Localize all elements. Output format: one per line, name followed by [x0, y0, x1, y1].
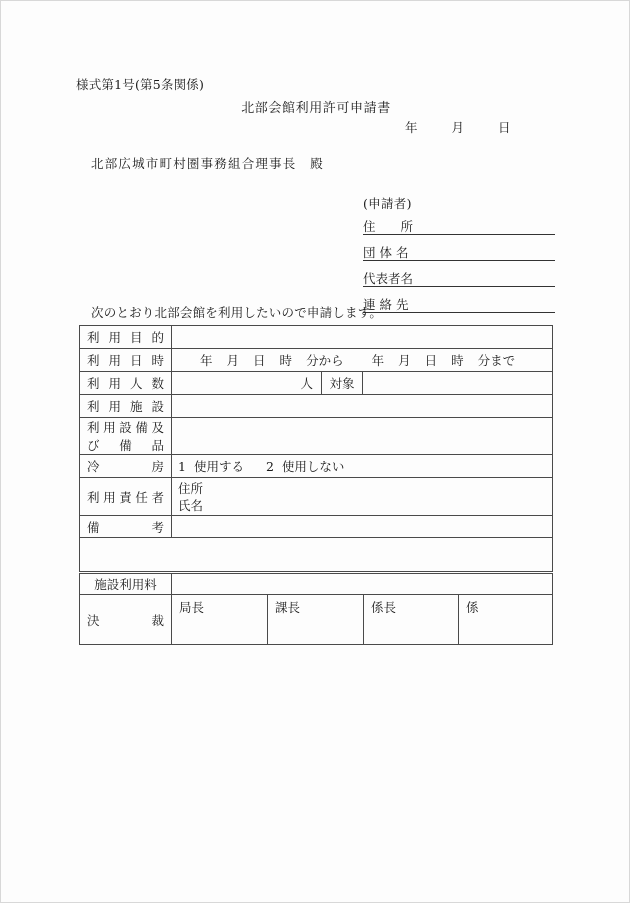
applicant-representative-row: [363, 267, 555, 287]
remarks-value-cell[interactable]: [172, 516, 553, 538]
table-row-datetime: [80, 349, 553, 372]
approval-column-staff[interactable]: [459, 595, 553, 645]
fee-label: 施設利用料: [94, 577, 157, 592]
table-row-free: [80, 538, 553, 572]
date-line: [405, 118, 510, 136]
approval-column-director[interactable]: [172, 595, 268, 645]
table-row-headcount: [80, 372, 553, 395]
cooling-option-1[interactable]: 使用する: [193, 459, 244, 474]
cooling-option-2-number: 2: [265, 459, 274, 474]
datetime-from-day: 日: [253, 353, 266, 368]
manager-value-cell[interactable]: [172, 478, 553, 516]
application-main-table: [79, 325, 553, 572]
manager-label-cell: [80, 478, 172, 516]
applicant-group-row: [363, 241, 555, 261]
manager-name-label: 氏名: [178, 497, 204, 513]
cooling-option-1-number: 1: [178, 459, 186, 474]
applicant-contact-row: [363, 293, 555, 313]
applicant-contact-label: 連 絡 先: [363, 296, 409, 312]
headcount-label-cell: [80, 372, 172, 395]
datetime-from-month: 月: [226, 353, 240, 368]
applicant-heading: (申請者): [363, 196, 412, 211]
form-number: 様式第1号(第5条関係): [76, 77, 205, 92]
date-year-label: 年: [405, 120, 418, 135]
remarks-label: 備 考: [87, 519, 164, 535]
manager-label: 利用責任者: [87, 489, 164, 505]
application-form: [1, 1, 630, 904]
facility-label: 利用施設: [87, 399, 164, 414]
facility-value-cell[interactable]: [172, 395, 553, 418]
equipment-label-line-2: び 備 品: [87, 438, 164, 453]
datetime-to-hour: 時: [451, 353, 464, 368]
approval-label: 決 裁: [87, 612, 164, 628]
datetime-to-month: 月: [398, 353, 411, 368]
target-label-cell: [322, 372, 363, 395]
datetime-to-year: 年: [371, 353, 385, 368]
headcount-value-cell[interactable]: [172, 372, 322, 395]
applicant-block: [363, 194, 555, 319]
purpose-label: 利用目的: [87, 330, 164, 345]
table-row-purpose: [80, 326, 553, 349]
datetime-value-cell[interactable]: [172, 349, 553, 372]
table-row-equipment: [80, 418, 553, 455]
equipment-label-line-1: 利用設備及: [87, 420, 164, 435]
page-title: 北部会館利用許可申請書: [241, 101, 391, 116]
approval-title-staff: 係: [466, 600, 479, 615]
cooling-label: 冷 房: [87, 459, 164, 474]
approval-title-subsection-chief: 係長: [371, 600, 397, 615]
remarks-label-cell: [80, 516, 172, 538]
datetime-from-hour: 時: [279, 353, 293, 368]
approval-table: [79, 573, 553, 645]
applicant-address-label: 住 所: [363, 218, 414, 234]
free-note-cell[interactable]: [80, 538, 553, 572]
applicant-address-row: [363, 215, 555, 235]
date-day-label: 日: [497, 120, 511, 135]
applicant-representative-label: 代表者名: [363, 270, 414, 286]
target-value-cell[interactable]: [363, 372, 553, 395]
table-row-cooling: [80, 455, 553, 478]
equipment-label-cell: [80, 418, 172, 455]
datetime-to-day: 日: [424, 353, 438, 368]
approval-column-subsection-chief[interactable]: [364, 595, 459, 645]
purpose-value-cell[interactable]: [172, 326, 553, 349]
approval-label-cell: [80, 595, 172, 645]
date-month-label: 月: [451, 120, 464, 135]
applicant-contact-value[interactable]: [408, 310, 555, 312]
fee-value-cell[interactable]: [172, 574, 553, 595]
approval-column-section-chief[interactable]: [268, 595, 364, 645]
applicant-group-value[interactable]: [408, 258, 555, 260]
headcount-label: 利用人数: [87, 376, 164, 391]
lead-sentence: 次のとおり北部会館を利用したいので申請します。: [91, 305, 383, 320]
table-row-facility: [80, 395, 553, 418]
equipment-value-cell[interactable]: [172, 418, 553, 455]
addressee: 北部広城市町村圏事務組合理事長 殿: [91, 156, 324, 171]
cooling-options-cell: [172, 455, 553, 478]
datetime-from-minute: 分から: [306, 353, 344, 368]
table-row-remarks: [80, 516, 553, 538]
facility-label-cell: [80, 395, 172, 418]
datetime-label-cell: [80, 349, 172, 372]
manager-address-label: 住所: [178, 481, 204, 496]
table-row-fee: [80, 574, 553, 595]
datetime-to-minute: 分まで: [477, 353, 516, 368]
datetime-label: 利用日時: [87, 353, 164, 368]
table-row-manager: [80, 478, 553, 516]
purpose-label-cell: [80, 326, 172, 349]
applicant-address-value[interactable]: [413, 232, 555, 234]
table-row-approval: [80, 595, 553, 645]
approval-title-director: 局長: [179, 600, 205, 615]
headcount-unit: 人: [300, 376, 313, 391]
applicant-group-label: 団 体 名: [363, 244, 409, 260]
datetime-from-year: 年: [200, 353, 213, 368]
fee-label-cell: [80, 574, 172, 595]
applicant-representative-value[interactable]: [413, 284, 555, 286]
cooling-option-2[interactable]: 使用しない: [281, 459, 345, 474]
approval-title-section-chief: 課長: [275, 600, 301, 615]
target-label: 対象: [329, 376, 355, 391]
cooling-label-cell: [80, 455, 172, 478]
